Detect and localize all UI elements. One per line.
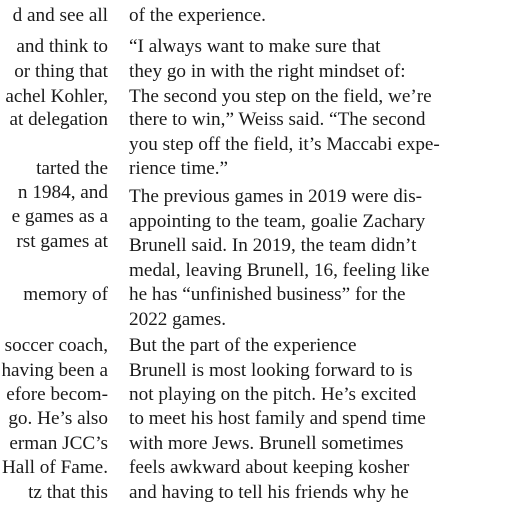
text-line: having been a xyxy=(1,360,108,381)
text-line: Brunell said. In 2019, the team didn’t xyxy=(129,235,417,256)
right-text-column xyxy=(129,0,459,512)
text-line: of the experience. xyxy=(129,5,266,26)
text-line: 2022 games. xyxy=(129,309,226,330)
text-line: and having to tell his friends why he xyxy=(129,482,409,503)
text-line: e games as a xyxy=(11,206,108,227)
text-line: rst games at xyxy=(16,231,108,252)
text-line: appointing to the team, goalie Zachary xyxy=(129,211,426,232)
text-line: tarted the xyxy=(36,158,108,179)
text-line: efore becom- xyxy=(6,384,108,405)
text-line: d and see all xyxy=(12,5,108,26)
text-line: with more Jews. Brunell sometimes xyxy=(129,433,404,454)
text-line: and think to xyxy=(16,36,108,57)
text-line: tz that this xyxy=(28,482,108,503)
text-line: “I always want to make sure that xyxy=(129,36,381,57)
text-line: to meet his host family and spend time xyxy=(129,408,426,429)
text-line: Hall of Fame. xyxy=(1,457,108,478)
text-line: soccer coach, xyxy=(4,335,108,356)
text-line: medal, leaving Brunell, 16, feeling like xyxy=(129,260,430,281)
text-line: or thing that xyxy=(14,61,108,82)
text-line: The previous games in 2019 were dis- xyxy=(129,186,423,207)
text-line: not playing on the pitch. He’s excited xyxy=(129,384,417,405)
text-line: feels awkward about keeping kosher xyxy=(129,457,410,478)
text-line: achel Kohler, xyxy=(5,86,108,107)
text-line: But the part of the experience xyxy=(129,335,357,356)
text-line: they go in with the right mindset of: xyxy=(129,61,406,82)
text-line: erman JCC’s xyxy=(9,433,108,454)
text-line: you step off the field, it’s Maccabi expe- xyxy=(129,134,440,155)
left-text-column xyxy=(0,0,108,512)
text-line: at delegation xyxy=(9,109,108,130)
text-line: rience time.” xyxy=(129,158,229,179)
text-line: The second you step on the field, we’re xyxy=(129,86,432,107)
text-line: memory of xyxy=(23,284,108,305)
text-line: Brunell is most looking forward to is xyxy=(129,360,413,381)
text-line: n 1984, and xyxy=(17,182,108,203)
text-line: he has “unfinished business” for the xyxy=(129,284,406,305)
text-line: go. He’s also xyxy=(8,408,108,429)
text-line: there to win,” Weiss said. “The second xyxy=(129,109,426,130)
